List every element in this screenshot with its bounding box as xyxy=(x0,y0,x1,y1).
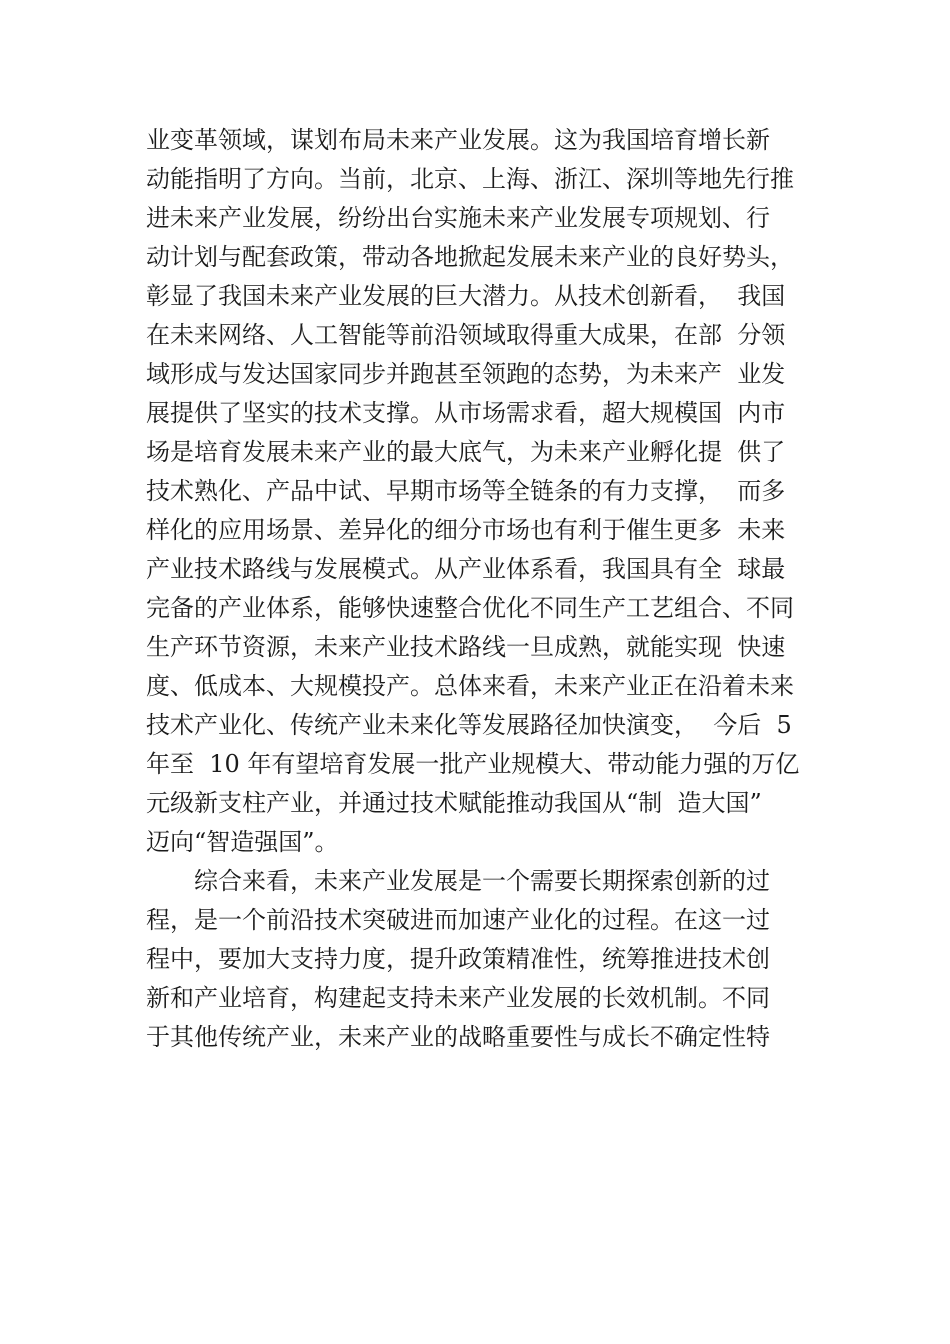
text-line: 于其他传统产业，未来产业的战略重要性与成长不确定性特 xyxy=(146,1023,770,1051)
text-line: 产业技术路线与发展模式。从产业体系看，我国具有全 球最 xyxy=(146,555,786,583)
text-line: 展提供了坚实的技术支撑。从市场需求看，超大规模国 内市 xyxy=(146,399,786,427)
text-line: 年至 10 年有望培育发展一批产业规模大、带动能力强的万亿 xyxy=(146,750,800,778)
text-line: 完备的产业体系，能够快速整合优化不同生产工艺组合、不同 xyxy=(146,594,794,622)
text-line: 样化的应用场景、差异化的细分市场也有利于催生更多 未来 xyxy=(146,516,786,544)
text-line: 新和产业培育，构建起支持未来产业发展的长效机制。不同 xyxy=(146,984,770,1012)
text-line: 程，是一个前沿技术突破进而加速产业化的过程。在这一过 xyxy=(146,906,770,934)
text-line: 业变革领域，谋划布局未来产业发展。这为我国培育增长新 xyxy=(146,126,770,154)
text-line: 彰显了我国未来产业发展的巨大潜力。从技术创新看， 我国 xyxy=(146,282,786,310)
text-line: 程中，要加大支持力度，提升政策精准性，统筹推进技术创 xyxy=(146,945,770,973)
text-line: 元级新支柱产业，并通过技术赋能推动我国从“制 造大国” xyxy=(146,789,762,817)
text-line: 技术产业化、传统产业未来化等发展路径加快演变， 今后 5 xyxy=(146,711,792,739)
text-line: 动能指明了方向。当前，北京、上海、浙江、深圳等地先行推 xyxy=(146,165,794,193)
text-line: 域形成与发达国家同步并跑甚至领跑的态势，为未来产 业发 xyxy=(146,360,786,388)
text-line: 综合来看，未来产业发展是一个需要长期探索创新的过 xyxy=(194,867,770,895)
text-line: 生产环节资源，未来产业技术路线一旦成熟，就能实现 快速 xyxy=(146,633,786,661)
text-line: 度、低成本、大规模投产。总体来看，未来产业正在沿着未来 xyxy=(146,672,794,700)
text-line: 技术熟化、产品中试、早期市场等全链条的有力支撑， 而多 xyxy=(146,477,786,505)
text-line: 场是培育发展未来产业的最大底气，为未来产业孵化提 供了 xyxy=(146,438,786,466)
text-line: 迈向“智造强国”。 xyxy=(146,828,339,856)
text-line: 在未来网络、人工智能等前沿领域取得重大成果，在部 分领 xyxy=(146,321,786,349)
text-line: 进未来产业发展，纷纷出台实施未来产业发展专项规划、行 xyxy=(146,204,770,232)
text-line: 动计划与配套政策，带动各地掀起发展未来产业的良好势头， xyxy=(146,243,794,271)
